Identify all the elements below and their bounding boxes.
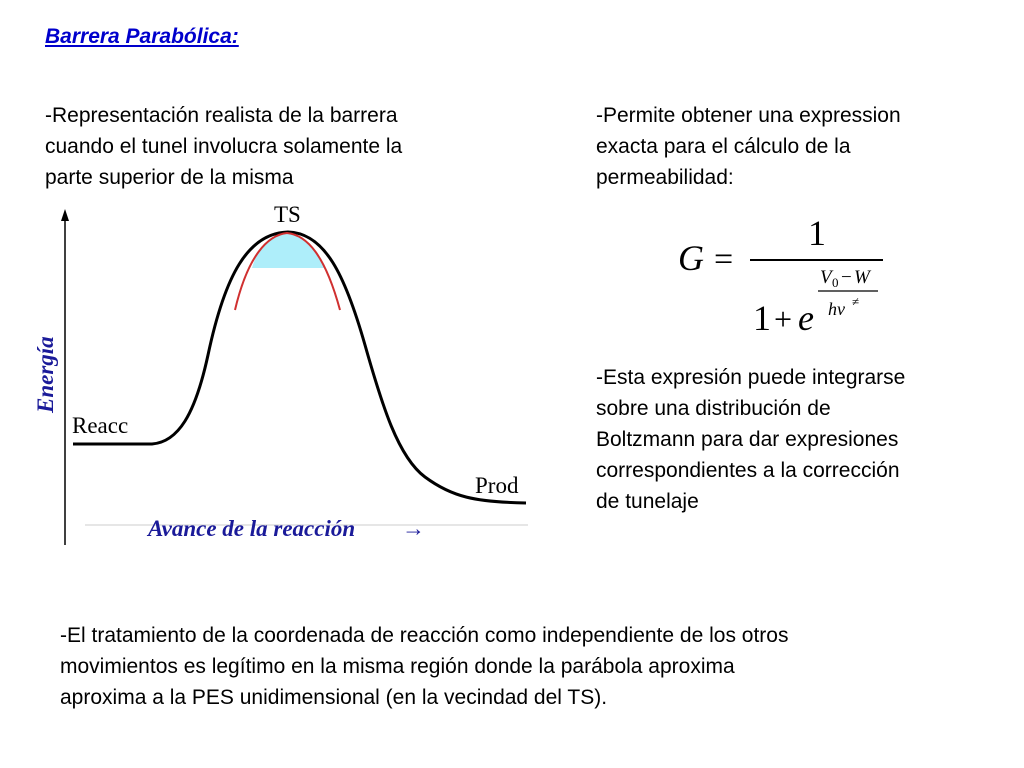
paragraph-line: movimientos es legítimo en la misma región donde la parábola aproxima [60, 655, 735, 678]
paragraph-line: -El tratamiento de la coordenada de reacción como independiente de los otros [60, 624, 789, 647]
paragraph-line: exacta para el cálculo de la [596, 135, 851, 158]
x-axis-arrow-icon: → [402, 516, 425, 541]
x-axis-label: Avance de la reacción [148, 516, 356, 541]
paragraph-line: -Permite obtener una expression [596, 104, 901, 127]
ts-label: TS [274, 202, 301, 227]
formula-one: 1 [753, 298, 771, 338]
y-axis-label: Energía [33, 336, 58, 413]
exponent-v: V [820, 267, 832, 288]
paragraph-line: permeabilidad: [596, 166, 734, 189]
exponent-neq: ≠ [852, 294, 860, 309]
paragraph-line: correspondientes a la corrección [596, 459, 900, 482]
paragraph-line: de tunelaje [596, 490, 699, 513]
slide-title: Barrera Parabólica: [45, 25, 239, 48]
paragraph-line: aproxima a la PES unidimensional (en la vecindad del TS). [60, 686, 608, 709]
exponent-subscript: 0 [832, 275, 839, 290]
paragraph-line: -Esta expresión puede integrarse [596, 366, 906, 389]
paragraph-line: sobre una distribución de [596, 397, 831, 420]
exponent-minus: − [841, 267, 852, 288]
formula-lhs: G [678, 238, 704, 278]
paragraph-line: parte superior de la misma [45, 166, 294, 189]
formula-equals: = [714, 241, 734, 278]
left-paragraph [45, 100, 515, 193]
exponent-w: W [854, 267, 870, 288]
paragraph-line: -Representación realista de la barrera [45, 104, 398, 127]
energy-curve [73, 232, 526, 503]
paragraph-line: cuando el tunel involucra solamente la [45, 135, 403, 158]
transmission-formula [668, 205, 908, 345]
bottom-paragraph [60, 620, 980, 713]
paragraph-line: Boltzmann para dar expresiones [596, 428, 899, 451]
formula-plus: + [774, 301, 793, 337]
formula-numerator: 1 [808, 213, 826, 253]
product-label: Prod [475, 473, 519, 498]
exponent-hv: hν [828, 299, 845, 319]
right-paragraph-boltzmann [596, 362, 996, 517]
formula-base: e [798, 298, 814, 338]
right-paragraph-permeability [596, 100, 996, 193]
reactant-label: Reacc [72, 413, 129, 438]
energy-barrier-diagram [20, 195, 540, 555]
y-axis-arrowhead [61, 209, 69, 221]
